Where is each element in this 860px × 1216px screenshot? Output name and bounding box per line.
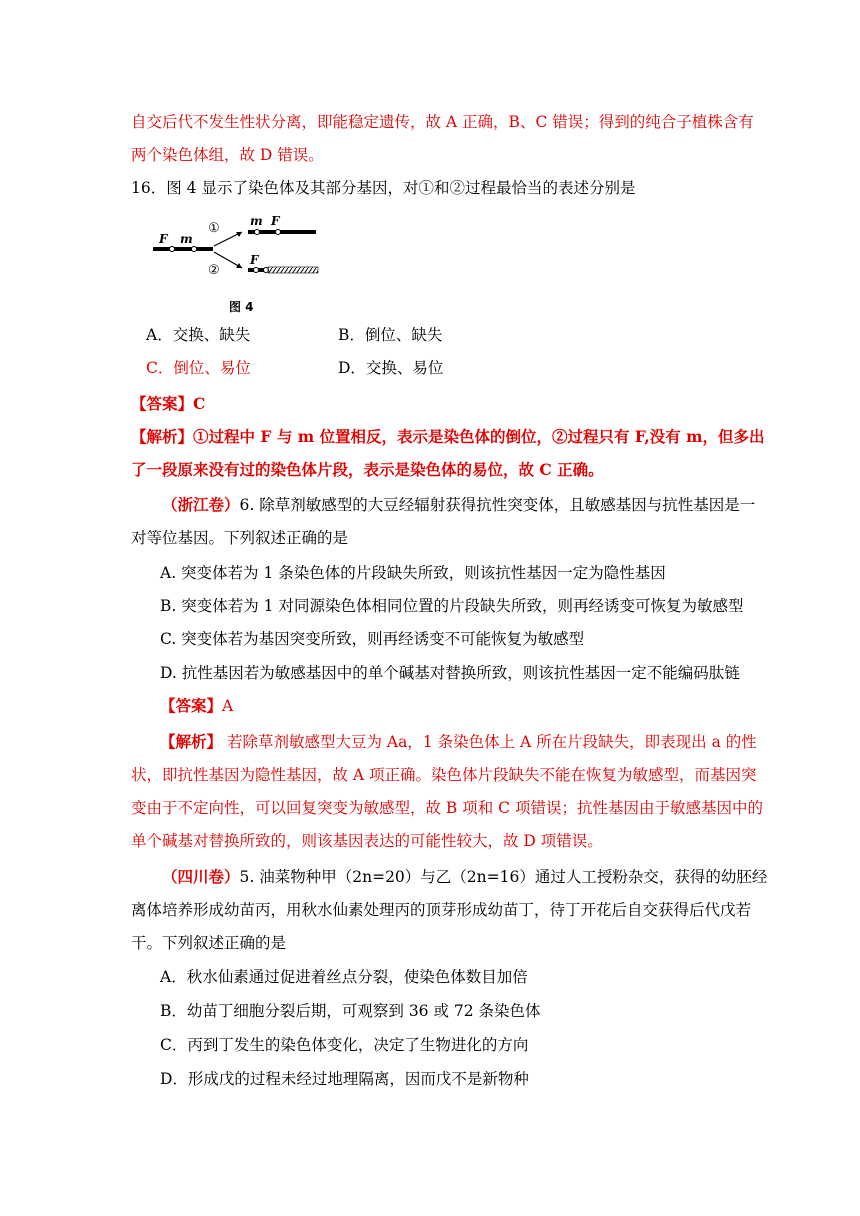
zj-option-c: C. 突变体若为基因突变所致，则再经诱变不可能恢复为敏感型 — [160, 630, 585, 648]
sc-option-a: A．秋水仙素通过促进着丝点分裂，使染色体数目加倍 — [160, 968, 528, 986]
marker-1: ① — [208, 221, 220, 236]
sc-option-b: B．幼苗丁细胞分裂后期，可观察到 36 或 72 条染色体 — [160, 1002, 541, 1020]
zj-stem-line-1: （浙江卷）6. 除草剂敏感型的大豆经辐射获得抗性突变体，且敏感基因与抗性基因是一 — [162, 495, 756, 514]
prev-analysis-line-2: 两个染色体组，故 D 错误。 — [131, 146, 324, 164]
q16-option-b: B．倒位、缺失 — [338, 326, 443, 344]
prev-analysis-line-1: 自交后代不发生性状分离，即能稳定遗传，故 A 正确，B、C 错误；得到的纯合子植株含有 — [131, 113, 754, 131]
chromosome-diagram — [148, 208, 328, 298]
q16-analysis-line-1: 【解析】①过程中 F 与 m 位置相反，表示是染色体的倒位，②过程只有 F,没有 m，但多出 — [131, 427, 765, 446]
answer-value: C — [193, 394, 206, 413]
zj-option-a: A. 突变体若为 1 条染色体的片段缺失所致，则该抗性基因一定为隐性基因 — [160, 564, 666, 582]
zj-answer — [160, 695, 233, 717]
sc-option-d: D．形成戊的过程未经过地理隔离，因而戊不是新物种 — [160, 1070, 529, 1088]
sc-stem-line-1: （四川卷）5. 油菜物种甲（2n=20）与乙（2n=16）通过人工授粉杂交，获得的幼胚经 — [162, 867, 768, 886]
q16-option-d: D．交换、易位 — [338, 359, 444, 377]
sc-source-tag: （四川卷） — [162, 867, 240, 886]
label-f-result2: F — [250, 253, 259, 267]
zj-source-tag: （浙江卷） — [162, 495, 240, 514]
zj-answer-value: A — [222, 697, 234, 715]
q16-answer — [131, 393, 205, 415]
q16-option-a: A．交换、缺失 — [146, 326, 251, 344]
zj-option-b: B. 突变体若为 1 对同源染色体相同位置的片段缺失所致，则再经诱变可恢复为敏感型 — [160, 597, 744, 615]
marker-2: ② — [208, 263, 220, 278]
sc-stem-line-3: 干。下列叙述正确的是 — [131, 934, 287, 952]
zj-analysis-line-3: 变由于不定向性，可以回复突变为敏感型，故 B 项和 C 项错误；抗性基因由于敏感基因中的 — [131, 799, 763, 817]
label-m-original: m — [180, 232, 193, 246]
figure-caption: 图 4 — [229, 300, 254, 314]
translocated-segment — [268, 267, 318, 273]
sc-stem-line-2: 离体培养形成幼苗丙，用秋水仙素处理丙的顶芽形成幼苗丁，待丁开花后自交获得后代戊若 — [131, 901, 752, 919]
zj-analysis-line-1: 【解析】 若除草剂敏感型大豆为 Aa，1 条染色体上 A 所在片段缺失，即表现出 a 的性 — [160, 732, 757, 751]
zj-analysis-line-2: 状，即抗性基因为隐性基因，故 A 项正确。染色体片段缺失不能在恢复为敏感型，而基因突 — [131, 766, 757, 784]
zj-analysis-line-4: 单个碱基对替换所致的，则该基因表达的可能性较大，故 D 项错误。 — [131, 832, 603, 850]
q16-analysis-line-2: 了一段原来没有过的染色体片段，表示是染色体的易位，故 C 正确。 — [131, 460, 604, 479]
locus-f-original — [170, 247, 175, 252]
locus-m-original — [192, 247, 197, 252]
label-f-original: F — [159, 232, 168, 246]
answer-label: 【答案】 — [131, 394, 194, 413]
sc-option-c: C．丙到丁发生的染色体变化，决定了生物进化的方向 — [160, 1036, 529, 1054]
analysis-label: 【解析】 — [131, 427, 194, 446]
zj-answer-label: 【答案】 — [160, 696, 223, 715]
q16-stem: 16．图 4 显示了染色体及其部分基因，对①和②过程最恰当的表述分别是 — [131, 179, 636, 197]
q16-option-c: C．倒位、易位 — [146, 359, 251, 377]
label-m-result1: m — [250, 214, 263, 228]
zj-stem-line-2: 对等位基因。下列叙述正确的是 — [131, 529, 349, 547]
zj-analysis-label: 【解析】 — [160, 732, 223, 751]
zj-option-d: D. 抗性基因若为敏感基因中的单个碱基对替换所致，则该抗性基因一定不能编码肽链 — [160, 664, 740, 682]
label-f-result1: F — [271, 214, 280, 228]
